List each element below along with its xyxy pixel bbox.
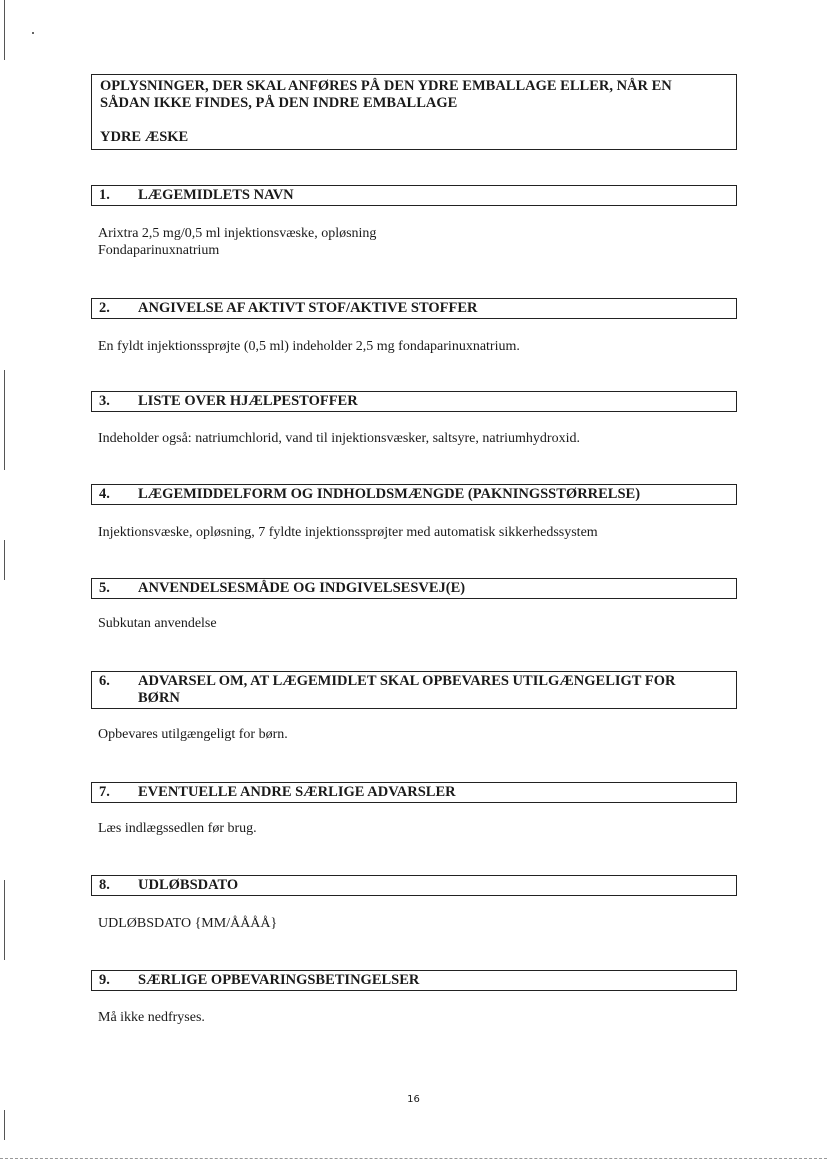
section-title: ANVENDELSESMÅDE OG INDGIVELSESVEJ(E) xyxy=(138,580,466,596)
section-4-heading xyxy=(91,484,737,505)
section-number: 6. xyxy=(99,673,110,689)
body-line: Arixtra 2,5 mg/0,5 ml injektionsvæske, opløsning xyxy=(98,226,377,241)
section-6-heading xyxy=(91,671,737,709)
section-6-body xyxy=(98,726,288,743)
section-title: LISTE OVER HJÆLPESTOFFER xyxy=(138,393,358,409)
section-title: ANGIVELSE AF AKTIVT STOF/AKTIVE STOFFER xyxy=(138,300,478,316)
section-title-line-2: BØRN xyxy=(138,690,180,706)
scan-speck xyxy=(32,32,34,34)
scan-edge-mark xyxy=(4,880,5,960)
section-9-heading xyxy=(91,970,737,991)
section-5-heading xyxy=(91,578,737,599)
section-title: LÆGEMIDLETS NAVN xyxy=(138,187,294,203)
section-8-heading xyxy=(91,875,737,896)
section-3-heading xyxy=(91,391,737,412)
section-4-body xyxy=(98,524,598,541)
section-2-body xyxy=(98,338,520,355)
section-8-body xyxy=(98,915,277,932)
body-line: UDLØBSDATO {MM/ÅÅÅÅ} xyxy=(98,916,278,931)
section-number: 9. xyxy=(99,972,110,988)
outer-carton-label: YDRE ÆSKE xyxy=(100,129,189,145)
section-number: 3. xyxy=(99,393,110,409)
body-line: Indeholder også: natriumchlorid, vand til injektionsvæsker, saltsyre, natriumhydroxid. xyxy=(98,431,580,446)
scan-edge-mark xyxy=(4,1110,5,1140)
section-number: 4. xyxy=(99,486,110,502)
page-number: 16 xyxy=(407,1094,420,1105)
scan-edge-mark xyxy=(4,540,5,580)
section-3-body xyxy=(98,430,580,447)
section-title: EVENTUELLE ANDRE SÆRLIGE ADVARSLER xyxy=(138,784,456,800)
outer-packaging-header xyxy=(91,74,737,150)
section-title: UDLØBSDATO xyxy=(138,877,239,893)
header-line-1: OPLYSNINGER, DER SKAL ANFØRES PÅ DEN YDRE EMBALLAGE ELLER, NÅR EN xyxy=(100,78,672,94)
body-line: Fondaparinuxnatrium xyxy=(98,243,220,258)
section-7-heading xyxy=(91,782,737,803)
body-line: En fyldt injektionssprøjte (0,5 ml) indeholder 2,5 mg fondaparinuxnatrium. xyxy=(98,339,520,354)
section-title-line-1: ADVARSEL OM, AT LÆGEMIDLET SKAL OPBEVARES UTILGÆNGELIGT FOR xyxy=(138,673,676,689)
section-1-heading xyxy=(91,185,737,206)
scan-edge-mark xyxy=(4,370,5,470)
section-number: 7. xyxy=(99,784,110,800)
body-line: Opbevares utilgængeligt for børn. xyxy=(98,727,288,742)
section-number: 1. xyxy=(99,187,110,203)
section-number: 2. xyxy=(99,300,110,316)
section-5-body xyxy=(98,615,217,632)
section-number: 8. xyxy=(99,877,110,893)
scan-edge-mark xyxy=(4,0,5,60)
body-line: Læs indlægssedlen før brug. xyxy=(98,821,257,836)
body-line: Må ikke nedfryses. xyxy=(98,1010,205,1025)
body-line: Subkutan anvendelse xyxy=(98,616,217,631)
section-number: 5. xyxy=(99,580,110,596)
section-7-body xyxy=(98,820,257,837)
section-9-body xyxy=(98,1009,205,1026)
section-title: LÆGEMIDDELFORM OG INDHOLDSMÆNGDE (PAKNINGSSTØRRELSE) xyxy=(138,486,641,502)
section-1-body xyxy=(98,225,376,259)
scan-bottom-edge xyxy=(0,1158,827,1159)
header-line-2: SÅDAN IKKE FINDES, PÅ DEN INDRE EMBALLAGE xyxy=(100,95,458,111)
section-title: SÆRLIGE OPBEVARINGSBETINGELSER xyxy=(138,972,420,988)
body-line: Injektionsvæske, opløsning, 7 fyldte injektionssprøjter med automatisk sikkerhedssystem xyxy=(98,525,598,540)
section-2-heading xyxy=(91,298,737,319)
